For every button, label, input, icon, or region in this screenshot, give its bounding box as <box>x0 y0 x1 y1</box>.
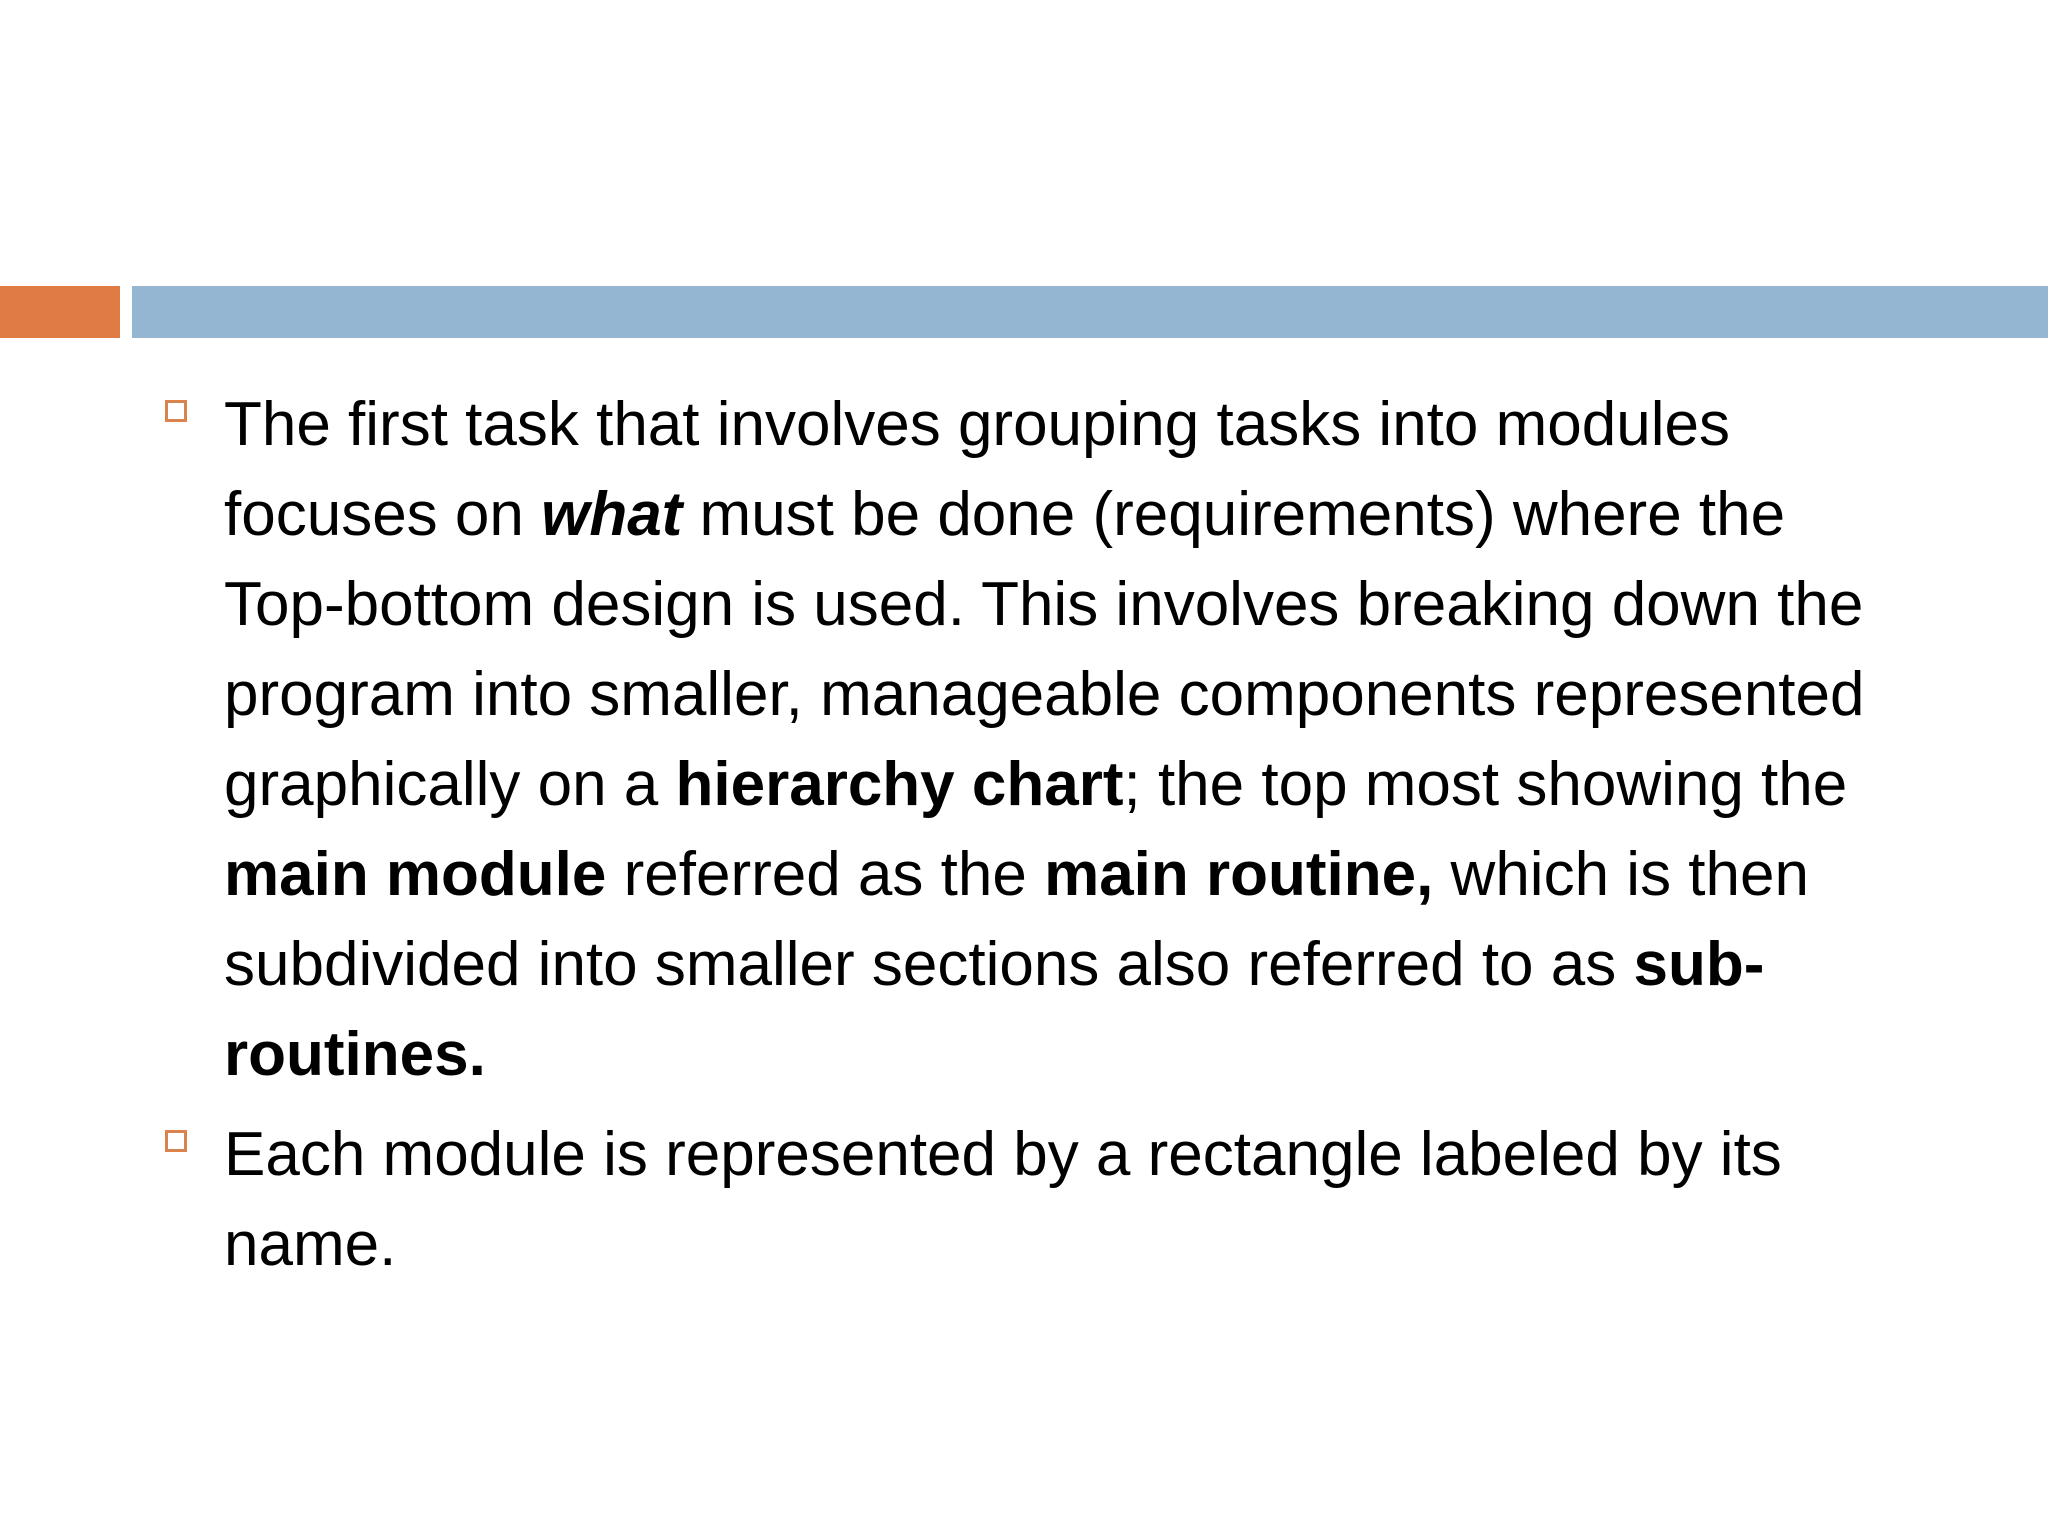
square-bullet-icon <box>165 400 187 422</box>
emphasis-sub-routines: sub-routines. <box>224 930 1765 1089</box>
emphasis-what: what <box>541 480 683 549</box>
bullet-text <box>224 1120 1782 1279</box>
bullet-item-1 <box>160 380 1920 1100</box>
emphasis-main-module: main module <box>224 840 607 909</box>
text-segment: The first task that involves grouping tasks into modules focuses on <box>224 390 1730 549</box>
square-bullet-icon <box>165 1130 187 1152</box>
orange-accent-bar <box>0 286 120 338</box>
emphasis-hierarchy-chart: hierarchy chart <box>675 750 1124 819</box>
text-segment: ; the top most showing the <box>1123 750 1848 819</box>
text-segment: referred as the <box>606 840 1045 909</box>
blue-accent-bar <box>132 286 2048 338</box>
bullet-text <box>224 390 1865 1089</box>
emphasis-main-routine: main routine, <box>1044 840 1434 909</box>
text-segment: Each module is represented by a rectangle labeled by its name. <box>224 1120 1782 1279</box>
bullet-item-2 <box>160 1110 1920 1290</box>
slide-body <box>160 380 1920 1300</box>
text-segment: must be done (requirements) where the Top-bottom design is used. This involves breaking down the program into smaller, manageable components represented graphically on a <box>224 480 1865 819</box>
text-segment: which is then subdivided into smaller sections also referred to as <box>224 840 1809 999</box>
